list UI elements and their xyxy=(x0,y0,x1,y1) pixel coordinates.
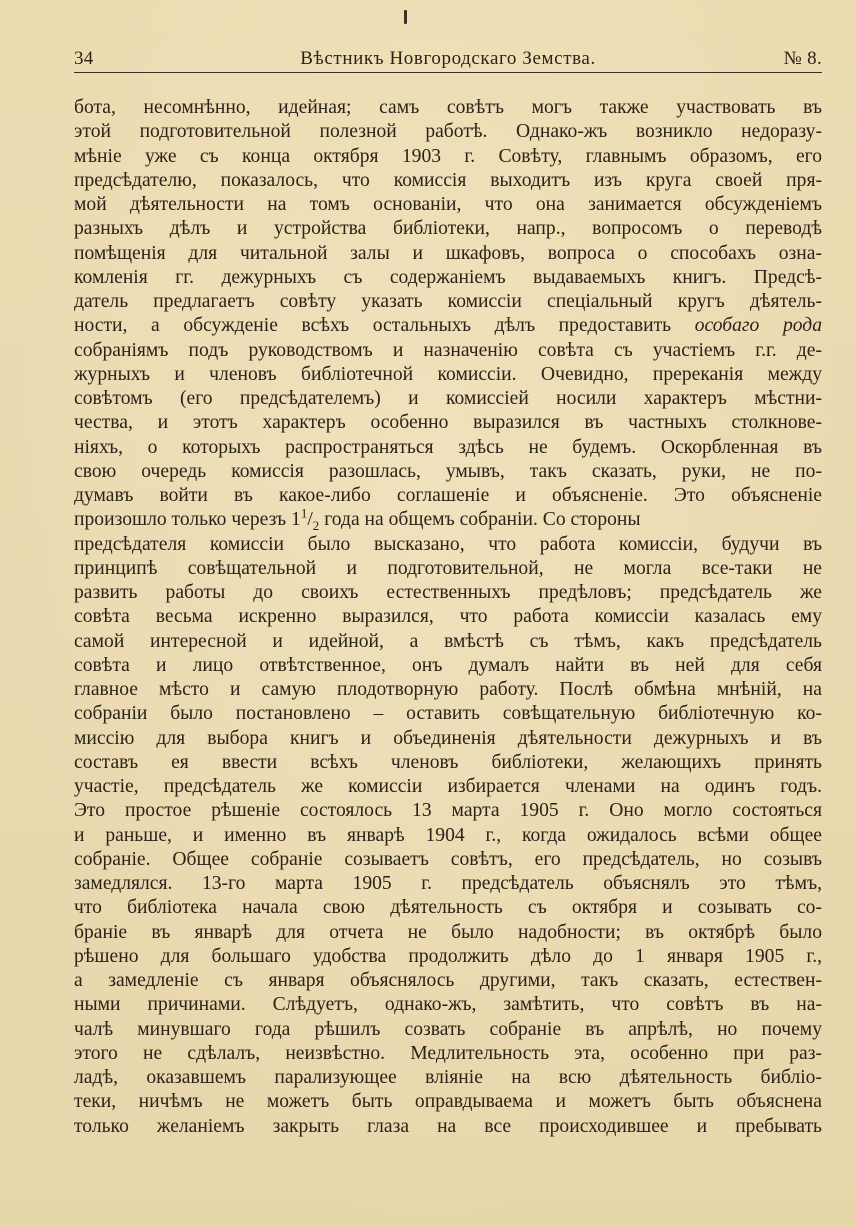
text-line: Это простое рѣшеніе состоялось 13 марта 1905 г. Оно могло состояться xyxy=(74,800,822,822)
text-line: свою очередь комиссія разошлась, умывъ, такъ сказать, руки, не по- xyxy=(74,460,822,482)
text-segment: произошло только черезъ xyxy=(74,509,292,531)
printer-mark xyxy=(404,10,407,24)
text-line: собраніямъ подъ руководствомъ и назначенію совѣта съ участіемъ г.г. де- xyxy=(74,339,822,361)
text-line: ладѣ, оказавшемъ парализующее вліяніе на всю дѣятельность библіо- xyxy=(74,1067,822,1088)
fraction-denominator: 2 xyxy=(312,518,320,534)
text-line: ными причинами. Слѣдуетъ, однако-жъ, замѣтить, что совѣтъ въ на- xyxy=(74,994,822,1016)
journal-title: Вѣстникъ Новгородскаго Земства. xyxy=(300,48,596,69)
text-line: мѣніе уже съ конца октября 1903 г. Совѣту, главнымъ образомъ, его xyxy=(74,145,822,167)
text-line: ніяхъ, о которыхъ распространяться здѣсь не будемъ. Оскорбленная въ xyxy=(74,436,822,458)
text-line: предсѣдателя комиссіи было высказано, что работа комиссіи, будучи въ xyxy=(74,533,822,555)
text-line: участіе, предсѣдатель же комиссіи избирается членами на одинъ годъ. xyxy=(74,776,822,797)
text-line: журныхъ и членовъ библіотечной комиссіи. Очевидно, пререканія между xyxy=(74,363,822,385)
text-line: предсѣдателю, показалось, что комиссія выходитъ изъ круга своей пря- xyxy=(74,169,822,191)
text-line: развить работы до своихъ естественныхъ предѣловъ; предсѣдатель же xyxy=(74,582,822,603)
text-line: думавъ войти въ какое-либо соглашеніе и объясненіе. Это объясненіе xyxy=(74,485,822,506)
text-line: главное мѣсто и самую плодотворную работу. Послѣ обмѣна мнѣній, на xyxy=(74,679,822,700)
fraction-whole: 1 xyxy=(291,509,301,531)
text-line: мой дѣятельности на томъ основаніи, что она занимается обсужденіемъ xyxy=(74,194,822,215)
text-line: бота, несомнѣнно, идейная; самъ совѣтъ могъ также участвовать въ xyxy=(74,97,822,118)
text-line: браніе въ январѣ для отчета не было надобности; въ октябрѣ было xyxy=(74,921,822,943)
text-line: совѣта весьма искренно выразился, что работа комиссіи казалась ему xyxy=(74,606,822,628)
text-line-with-italic xyxy=(74,314,822,338)
text-line: чества, и этотъ характеръ особенно выразился въ частныхъ столкнове- xyxy=(74,412,822,434)
text-line: составъ ея ввести всѣхъ членовъ библіотеки, желающихъ принять xyxy=(74,751,822,773)
text-line: разныхъ дѣлъ и устройства библіотеки, напр., вопросомъ о переводѣ xyxy=(74,218,822,240)
text-line: датель предлагаетъ совѣту указать комиссіи спеціальный кругъ дѣятель- xyxy=(74,291,822,312)
text-line: а замедленіе съ января объяснялось другими, такъ сказать, естествен- xyxy=(74,970,822,991)
text-line: комленія гг. дежурныхъ съ содержаніемъ выдаваемыхъ книгъ. Предсѣ- xyxy=(74,266,822,288)
italic-phrase: особаго рода xyxy=(694,315,822,337)
text-line: замедлялся. 13-го марта 1905 г. предсѣдатель объяснялъ это тѣмъ, xyxy=(74,873,822,894)
text-segment: года на общемъ собраніи. Со стороны xyxy=(319,509,641,531)
text-line: миссію для выбора книгъ и объединенія дѣятельности дежурныхъ и въ xyxy=(74,727,822,749)
text-line: собраніи было постановлено – оставить совѣщательную библіотечную ко- xyxy=(74,703,822,725)
text-line: и раньше, и именно въ январѣ 1904 г., когда ожидалось всѣми общее xyxy=(74,824,822,846)
fraction-numerator: 1 xyxy=(300,505,308,521)
text-line: совѣтомъ (его предсѣдателемъ) и комиссіей носили характеръ мѣстни- xyxy=(74,388,822,409)
body-text xyxy=(74,96,822,1139)
text-line: только желаніемъ закрыть глаза на все происходившее и пребывать xyxy=(74,1115,822,1137)
text-line: чалѣ минувшаго года рѣшилъ созвать собраніе въ апрѣлѣ, но почему xyxy=(74,1018,822,1040)
text-line: что библіотека начала свою дѣятельность съ октября и созывать со- xyxy=(74,897,822,919)
page-number: 34 xyxy=(74,48,94,69)
running-head xyxy=(74,48,822,74)
text-line: этого не сдѣлалъ, неизвѣстно. Медлительность эта, особенно при раз- xyxy=(74,1042,822,1064)
text-line: принципѣ совѣщательной и подготовительной, не могла все-таки не xyxy=(74,557,822,579)
text-line-with-fraction: произошло только черезъ $1^1/_2$ года на общемъ собраніи. Со стороны xyxy=(74,505,641,534)
issue-number: № 8. xyxy=(783,48,822,69)
text-segment: ности, а обсужденіе всѣхъ остальныхъ дѣлъ предоставить xyxy=(74,315,695,337)
text-line: помѣщенія для читальной залы и шкафовъ, вопроса о способахъ озна- xyxy=(74,242,822,264)
text-line: теки, ничѣмъ не можетъ быть оправдываема и можетъ быть объяснена xyxy=(74,1091,822,1113)
text-line: рѣшено для большаго удобства продолжить дѣло до 1 января 1905 г., xyxy=(74,945,822,967)
text-line: совѣта и лицо отвѣтственное, онъ думалъ найти въ ней для себя xyxy=(74,654,822,676)
text-line: собраніе. Общее собраніе созываетъ совѣтъ, его предсѣдатель, но созывъ xyxy=(74,848,822,870)
text-line: этой подготовительной полезной работѣ. Однако-жъ возникло недоразу- xyxy=(74,121,822,143)
text-line: самой интересной и идейной, а вмѣстѣ съ тѣмъ, какъ предсѣдатель xyxy=(74,630,822,652)
header-rule xyxy=(74,72,822,73)
